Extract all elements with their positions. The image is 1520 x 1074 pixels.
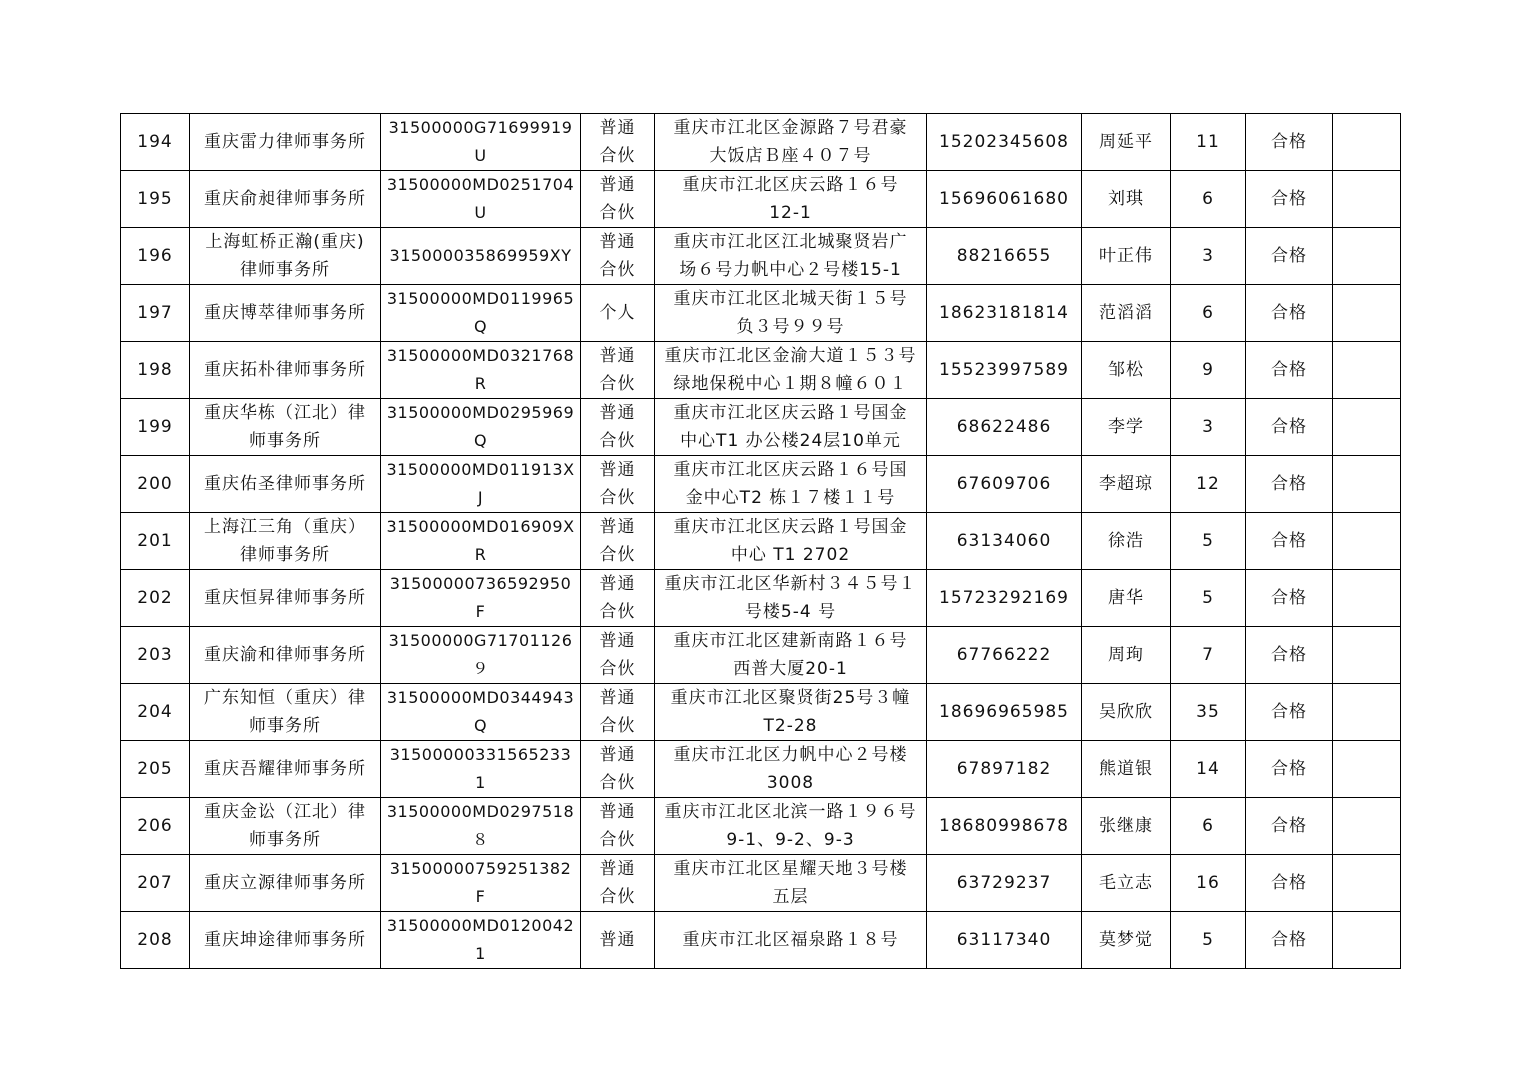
cell-organization-type-line: 普通 <box>599 517 636 537</box>
cell-number: 199 <box>121 399 190 456</box>
cell-address <box>655 912 927 969</box>
cell-lawyer-count: 5 <box>1171 513 1246 570</box>
cell-lawyer-count: 5 <box>1171 912 1246 969</box>
cell-number: 195 <box>121 171 190 228</box>
cell-remark <box>1333 171 1401 228</box>
cell-organization-type <box>581 513 655 570</box>
cell-address-line: 9-1、9-2、9-3 <box>726 830 855 850</box>
cell-lawyer-count: 35 <box>1171 684 1246 741</box>
cell-organization-type <box>581 570 655 627</box>
cell-firm-name <box>190 228 381 285</box>
cell-director: 李超琼 <box>1082 456 1171 513</box>
cell-firm-name-line: 重庆吾耀律师事务所 <box>204 759 366 779</box>
cell-director: 唐华 <box>1082 570 1171 627</box>
cell-firm-name-line: 重庆金讼（江北）律 <box>204 802 366 822</box>
cell-organization-type-line: 普通 <box>599 460 636 480</box>
cell-assessment-result: 合格 <box>1246 855 1333 912</box>
cell-firm-name <box>190 741 381 798</box>
cell-organization-type <box>581 456 655 513</box>
cell-firm-name <box>190 513 381 570</box>
cell-assessment-result: 合格 <box>1246 741 1333 798</box>
cell-address-line: 重庆市江北区北城天街１５号 <box>673 289 908 309</box>
cell-remark <box>1333 399 1401 456</box>
table-row <box>121 228 1401 285</box>
cell-firm-name-line: 重庆拓朴律师事务所 <box>204 360 366 380</box>
table-row <box>121 570 1401 627</box>
cell-address <box>655 684 927 741</box>
cell-organization-type-line: 普通 <box>599 802 636 822</box>
cell-organization-type-line: 普通 <box>599 118 636 138</box>
table-row <box>121 399 1401 456</box>
cell-organization-type <box>581 912 655 969</box>
cell-phone: 63134060 <box>927 513 1082 570</box>
cell-organization-type-line: 普通 <box>599 403 636 423</box>
cell-credit-code: 31500000MD0119965Q <box>381 285 581 342</box>
cell-firm-name <box>190 342 381 399</box>
cell-assessment-result: 合格 <box>1246 456 1333 513</box>
cell-address-line: 重庆市江北区庆云路１６号国 <box>673 460 908 480</box>
table-row <box>121 285 1401 342</box>
cell-number: 203 <box>121 627 190 684</box>
cell-address-line: 金中心T2 栋１７楼１１号 <box>685 488 896 508</box>
cell-organization-type-line: 个人 <box>599 303 636 323</box>
cell-organization-type-line: 合伙 <box>599 545 636 565</box>
cell-organization-type-line: 普通 <box>599 745 636 765</box>
cell-remark <box>1333 342 1401 399</box>
cell-address-line: 3008 <box>766 773 815 793</box>
cell-credit-code: 315000035869959XY <box>381 228 581 285</box>
cell-address <box>655 513 927 570</box>
cell-organization-type <box>581 114 655 171</box>
cell-address-line: 重庆市江北区聚贤街25号３幢 <box>670 688 911 708</box>
cell-phone: 18696965985 <box>927 684 1082 741</box>
cell-firm-name <box>190 399 381 456</box>
cell-firm-name <box>190 627 381 684</box>
cell-organization-type-line: 合伙 <box>599 887 636 907</box>
cell-director: 毛立志 <box>1082 855 1171 912</box>
cell-remark <box>1333 798 1401 855</box>
cell-firm-name <box>190 684 381 741</box>
cell-firm-name-line: 重庆坤途律师事务所 <box>204 930 366 950</box>
cell-firm-name-line: 师事务所 <box>249 830 321 850</box>
cell-director: 周延平 <box>1082 114 1171 171</box>
cell-organization-type-line: 合伙 <box>599 773 636 793</box>
cell-organization-type <box>581 285 655 342</box>
cell-address-line: 中心 T1 2702 <box>730 545 851 565</box>
cell-firm-name-line: 重庆俞昶律师事务所 <box>204 189 366 209</box>
cell-address <box>655 342 927 399</box>
cell-address-line: 中心T1 办公楼24层10单元 <box>680 431 901 451</box>
cell-address-line: 重庆市江北区庆云路１６号 <box>682 175 899 195</box>
cell-address <box>655 456 927 513</box>
cell-organization-type <box>581 627 655 684</box>
cell-lawyer-count: 12 <box>1171 456 1246 513</box>
cell-number: 207 <box>121 855 190 912</box>
cell-credit-code: 31500000G71699919U <box>381 114 581 171</box>
cell-organization-type <box>581 171 655 228</box>
cell-assessment-result: 合格 <box>1246 171 1333 228</box>
cell-credit-code: 31500000MD0251704U <box>381 171 581 228</box>
cell-firm-name-line: 上海江三角（重庆） <box>204 517 366 537</box>
cell-address <box>655 741 927 798</box>
cell-firm-name-line: 律师事务所 <box>240 545 330 565</box>
cell-address <box>655 570 927 627</box>
table-row <box>121 342 1401 399</box>
cell-assessment-result: 合格 <box>1246 513 1333 570</box>
cell-director: 张继康 <box>1082 798 1171 855</box>
table-row <box>121 798 1401 855</box>
cell-firm-name-line: 律师事务所 <box>240 260 330 280</box>
cell-director: 莫梦觉 <box>1082 912 1171 969</box>
cell-assessment-result: 合格 <box>1246 114 1333 171</box>
cell-number: 202 <box>121 570 190 627</box>
cell-lawyer-count: 5 <box>1171 570 1246 627</box>
cell-organization-type-line: 合伙 <box>599 374 636 394</box>
cell-address <box>655 285 927 342</box>
cell-remark <box>1333 741 1401 798</box>
cell-director: 周珣 <box>1082 627 1171 684</box>
cell-address-line: 场６号力帆中心２号楼15-1 <box>679 260 902 280</box>
cell-number: 205 <box>121 741 190 798</box>
cell-organization-type-line: 合伙 <box>599 830 636 850</box>
cell-firm-name-line: 重庆华栋（江北）律 <box>204 403 366 423</box>
cell-director: 范滔滔 <box>1082 285 1171 342</box>
cell-address-line: 重庆市江北区庆云路１号国金 <box>673 403 908 423</box>
cell-firm-name <box>190 171 381 228</box>
cell-phone: 18680998678 <box>927 798 1082 855</box>
cell-phone: 67609706 <box>927 456 1082 513</box>
cell-organization-type <box>581 399 655 456</box>
table-row <box>121 684 1401 741</box>
cell-remark <box>1333 114 1401 171</box>
cell-organization-type-line: 合伙 <box>599 203 636 223</box>
cell-address <box>655 627 927 684</box>
cell-assessment-result: 合格 <box>1246 399 1333 456</box>
table-row <box>121 513 1401 570</box>
cell-address-line: 重庆市江北区金渝大道１５３号 <box>664 346 917 366</box>
table-row <box>121 855 1401 912</box>
cell-organization-type-line: 普通 <box>599 688 636 708</box>
cell-phone: 15723292169 <box>927 570 1082 627</box>
cell-assessment-result: 合格 <box>1246 285 1333 342</box>
cell-address <box>655 171 927 228</box>
cell-address-line: 重庆市江北区江北城聚贤岩广 <box>673 232 908 252</box>
cell-firm-name-line: 重庆渝和律师事务所 <box>204 645 366 665</box>
cell-credit-code: 31500000MD0321768R <box>381 342 581 399</box>
cell-organization-type <box>581 228 655 285</box>
cell-director: 徐浩 <box>1082 513 1171 570</box>
cell-director: 叶正伟 <box>1082 228 1171 285</box>
cell-phone: 67897182 <box>927 741 1082 798</box>
cell-credit-code: 315000003315652331 <box>381 741 581 798</box>
cell-credit-code: 31500000759251382F <box>381 855 581 912</box>
cell-credit-code: 31500000MD0295969Q <box>381 399 581 456</box>
cell-firm-name <box>190 855 381 912</box>
cell-director: 吴欣欣 <box>1082 684 1171 741</box>
cell-credit-code: 31500000MD016909XR <box>381 513 581 570</box>
cell-organization-type-line: 普通 <box>599 232 636 252</box>
cell-firm-name-line: 重庆博萃律师事务所 <box>204 303 366 323</box>
cell-organization-type <box>581 855 655 912</box>
cell-number: 197 <box>121 285 190 342</box>
cell-address-line: 重庆市江北区庆云路１号国金 <box>673 517 908 537</box>
cell-organization-type-line: 普通 <box>599 930 636 950</box>
cell-address-line: 重庆市江北区建新南路１６号 <box>673 631 908 651</box>
cell-address-line: 重庆市江北区北滨一路１９６号 <box>664 802 917 822</box>
cell-lawyer-count: 3 <box>1171 228 1246 285</box>
cell-number: 194 <box>121 114 190 171</box>
cell-address-line: 重庆市江北区金源路７号君豪 <box>673 118 908 138</box>
cell-credit-code: 31500000MD01200421 <box>381 912 581 969</box>
cell-remark <box>1333 570 1401 627</box>
law-firm-table <box>120 113 1401 969</box>
cell-remark <box>1333 228 1401 285</box>
cell-organization-type-line: 合伙 <box>599 659 636 679</box>
cell-remark <box>1333 627 1401 684</box>
cell-firm-name <box>190 456 381 513</box>
cell-organization-type <box>581 798 655 855</box>
cell-assessment-result: 合格 <box>1246 342 1333 399</box>
cell-phone: 15202345608 <box>927 114 1082 171</box>
cell-organization-type-line: 合伙 <box>599 260 636 280</box>
cell-firm-name-line: 师事务所 <box>249 431 321 451</box>
cell-phone: 67766222 <box>927 627 1082 684</box>
cell-assessment-result: 合格 <box>1246 912 1333 969</box>
cell-number: 196 <box>121 228 190 285</box>
cell-organization-type-line: 普通 <box>599 346 636 366</box>
cell-lawyer-count: 11 <box>1171 114 1246 171</box>
table-row <box>121 114 1401 171</box>
cell-phone: 18623181814 <box>927 285 1082 342</box>
cell-director: 熊道银 <box>1082 741 1171 798</box>
cell-organization-type <box>581 342 655 399</box>
cell-firm-name <box>190 285 381 342</box>
cell-remark <box>1333 456 1401 513</box>
cell-director: 刘琪 <box>1082 171 1171 228</box>
cell-credit-code: 31500000MD0344943Q <box>381 684 581 741</box>
cell-address <box>655 399 927 456</box>
cell-phone: 63729237 <box>927 855 1082 912</box>
cell-firm-name-line: 广东知恒（重庆）律 <box>204 688 366 708</box>
cell-organization-type <box>581 741 655 798</box>
cell-organization-type-line: 普通 <box>599 175 636 195</box>
cell-assessment-result: 合格 <box>1246 228 1333 285</box>
table-row <box>121 741 1401 798</box>
cell-number: 208 <box>121 912 190 969</box>
table-row <box>121 171 1401 228</box>
cell-assessment-result: 合格 <box>1246 570 1333 627</box>
cell-number: 200 <box>121 456 190 513</box>
cell-address-line: 大饭店Ｂ座４０７号 <box>709 146 872 166</box>
cell-address <box>655 228 927 285</box>
cell-credit-code: 31500000MD011913XJ <box>381 456 581 513</box>
cell-address-line: 重庆市江北区福泉路１８号 <box>682 930 899 950</box>
cell-phone: 88216655 <box>927 228 1082 285</box>
cell-organization-type-line: 合伙 <box>599 716 636 736</box>
cell-firm-name-line: 师事务所 <box>249 716 321 736</box>
cell-remark <box>1333 285 1401 342</box>
cell-organization-type-line: 合伙 <box>599 146 636 166</box>
cell-firm-name <box>190 798 381 855</box>
cell-address <box>655 114 927 171</box>
cell-firm-name-line: 上海虹桥正瀚(重庆) <box>205 232 365 252</box>
cell-organization-type-line: 普通 <box>599 631 636 651</box>
cell-address-line: 号楼5-4 号 <box>744 602 837 622</box>
cell-firm-name <box>190 912 381 969</box>
cell-remark <box>1333 912 1401 969</box>
cell-firm-name-line: 重庆立源律师事务所 <box>204 873 366 893</box>
cell-assessment-result: 合格 <box>1246 684 1333 741</box>
cell-lawyer-count: 14 <box>1171 741 1246 798</box>
cell-address-line: 绿地保税中心１期８幢６０１ <box>673 374 908 394</box>
cell-remark <box>1333 513 1401 570</box>
cell-address-line: 五层 <box>772 887 809 907</box>
cell-organization-type <box>581 684 655 741</box>
cell-lawyer-count: 9 <box>1171 342 1246 399</box>
cell-assessment-result: 合格 <box>1246 627 1333 684</box>
cell-director: 邹松 <box>1082 342 1171 399</box>
cell-number: 201 <box>121 513 190 570</box>
cell-phone: 15696061680 <box>927 171 1082 228</box>
cell-phone: 68622486 <box>927 399 1082 456</box>
cell-organization-type-line: 合伙 <box>599 488 636 508</box>
cell-firm-name-line: 重庆佑圣律师事务所 <box>204 474 366 494</box>
cell-phone: 15523997589 <box>927 342 1082 399</box>
cell-address-line: T2-28 <box>763 716 818 736</box>
cell-remark <box>1333 684 1401 741</box>
cell-organization-type-line: 合伙 <box>599 431 636 451</box>
cell-address-line: 重庆市江北区力帆中心２号楼 <box>673 745 908 765</box>
cell-address <box>655 798 927 855</box>
cell-remark <box>1333 855 1401 912</box>
cell-firm-name <box>190 570 381 627</box>
cell-lawyer-count: 3 <box>1171 399 1246 456</box>
cell-address-line: 负３号９９号 <box>736 317 845 337</box>
cell-address-line: 重庆市江北区星耀天地３号楼 <box>673 859 908 879</box>
cell-number: 198 <box>121 342 190 399</box>
cell-credit-code: 31500000MD0297518８ <box>381 798 581 855</box>
cell-firm-name <box>190 114 381 171</box>
cell-lawyer-count: 7 <box>1171 627 1246 684</box>
table-row <box>121 627 1401 684</box>
table-row <box>121 912 1401 969</box>
cell-lawyer-count: 6 <box>1171 798 1246 855</box>
cell-address-line: 西普大厦20-1 <box>733 659 848 679</box>
cell-number: 204 <box>121 684 190 741</box>
cell-address <box>655 855 927 912</box>
cell-lawyer-count: 6 <box>1171 285 1246 342</box>
cell-organization-type-line: 合伙 <box>599 602 636 622</box>
cell-organization-type-line: 普通 <box>599 859 636 879</box>
table-row <box>121 456 1401 513</box>
cell-address-line: 12-1 <box>769 203 812 223</box>
cell-firm-name-line: 重庆雷力律师事务所 <box>204 132 366 152</box>
cell-lawyer-count: 16 <box>1171 855 1246 912</box>
cell-firm-name-line: 重庆恒昇律师事务所 <box>204 588 366 608</box>
cell-lawyer-count: 6 <box>1171 171 1246 228</box>
cell-assessment-result: 合格 <box>1246 798 1333 855</box>
cell-director: 李学 <box>1082 399 1171 456</box>
cell-credit-code: 31500000G71701126９ <box>381 627 581 684</box>
cell-number: 206 <box>121 798 190 855</box>
cell-address-line: 重庆市江北区华新村３４５号１ <box>664 574 917 594</box>
cell-phone: 63117340 <box>927 912 1082 969</box>
cell-organization-type-line: 普通 <box>599 574 636 594</box>
table-body <box>121 114 1401 969</box>
cell-credit-code: 31500000736592950F <box>381 570 581 627</box>
